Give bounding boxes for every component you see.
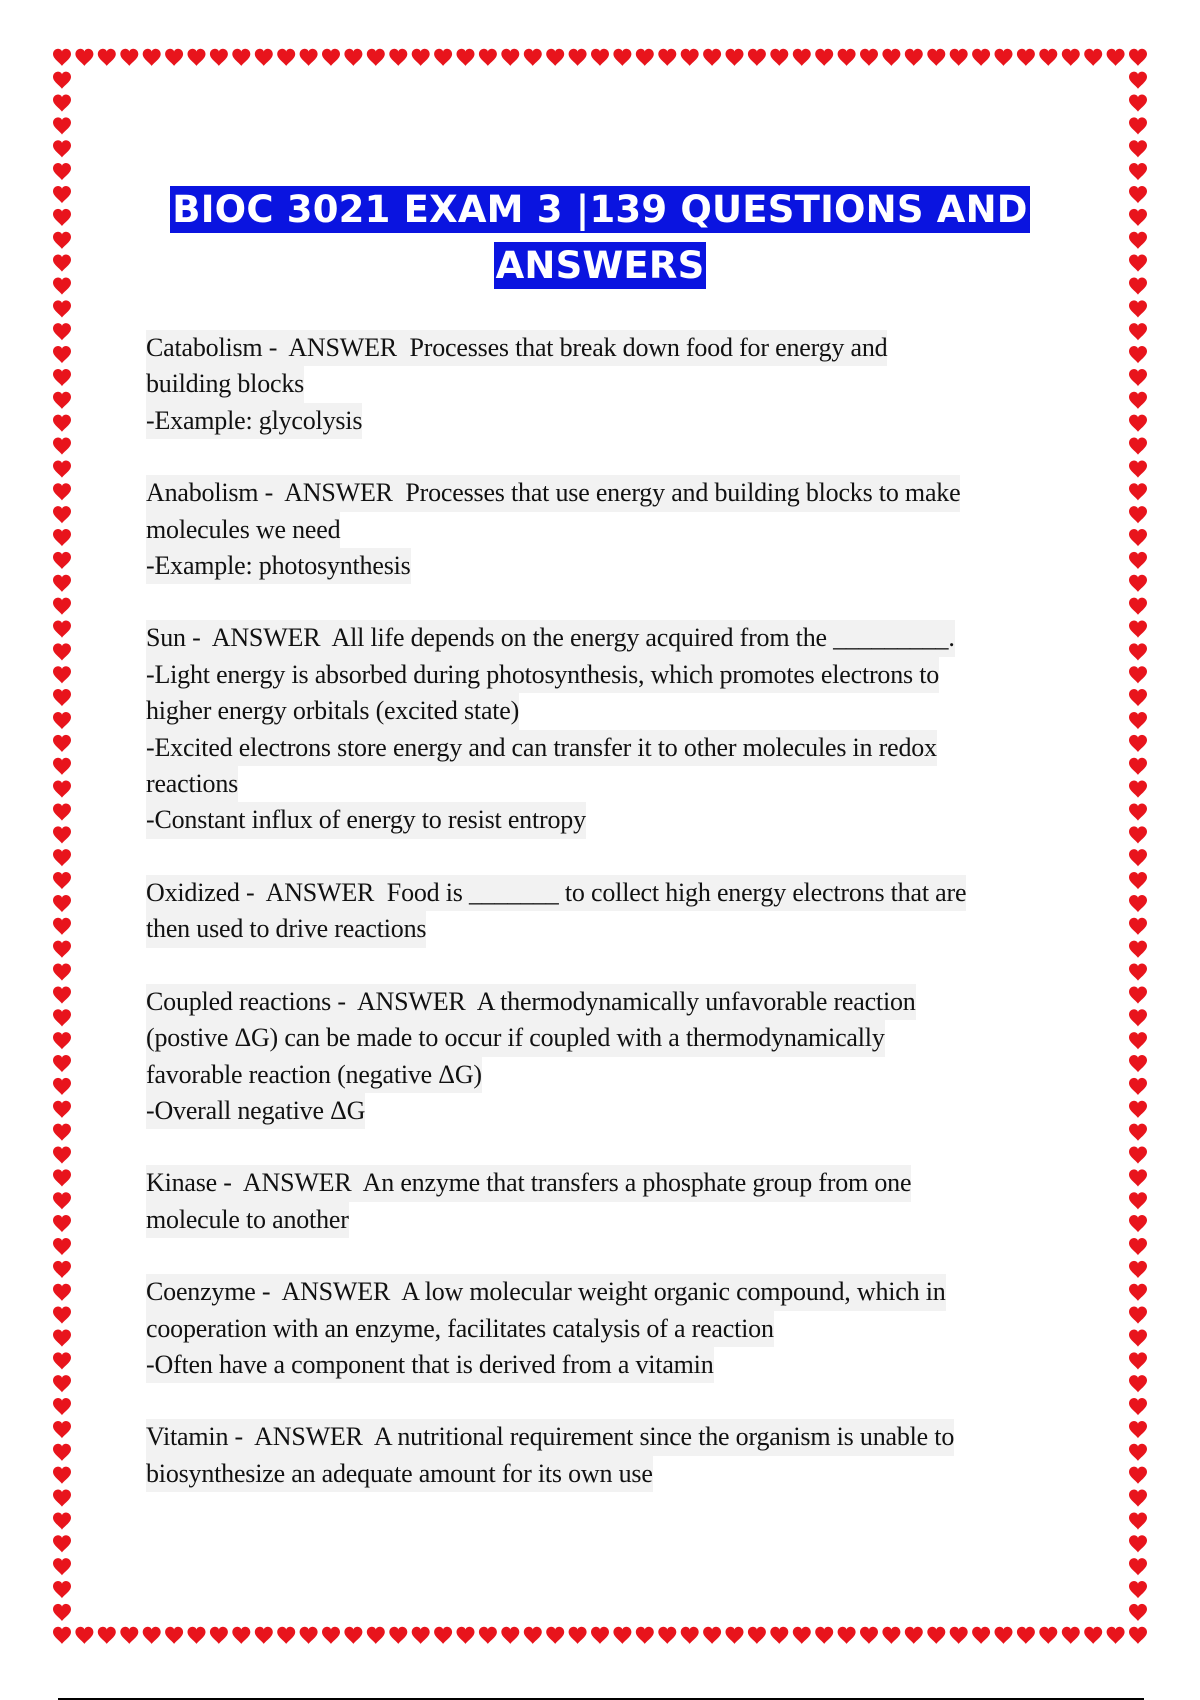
heart-icon (53, 1352, 71, 1369)
heart-icon (98, 49, 116, 66)
entry-line: (postive ΔG) can be made to occur if coupled with a thermodynamically (146, 1020, 885, 1056)
heart-icon (53, 872, 71, 889)
heart-icon (1129, 323, 1147, 340)
heart-icon (188, 49, 206, 66)
heart-icon (569, 49, 587, 66)
heart-icon (613, 1627, 631, 1644)
heart-icon (927, 1627, 945, 1644)
heart-icon (1129, 529, 1147, 546)
heart-icon (1129, 598, 1147, 615)
heart-icon (905, 49, 923, 66)
heart-icon (1129, 1101, 1147, 1118)
heart-icon (53, 438, 71, 455)
heart-icon (1129, 918, 1147, 935)
heart-icon (1129, 72, 1147, 89)
heart-icon (1129, 209, 1147, 226)
heart-icon (53, 1238, 71, 1255)
heart-icon (1129, 620, 1147, 637)
heart-icon (1129, 712, 1147, 729)
heart-icon (210, 49, 228, 66)
heart-icon (882, 1627, 900, 1644)
heart-icon (1129, 1009, 1147, 1026)
qa-entry-vitamin (146, 1419, 1066, 1492)
heart-icon (165, 1627, 183, 1644)
heart-icon (53, 1307, 71, 1324)
heart-icon (53, 1467, 71, 1484)
heart-icon (53, 1101, 71, 1118)
heart-icon (53, 392, 71, 409)
heart-icon (53, 918, 71, 935)
heart-icon (53, 1169, 71, 1186)
heart-icon (1129, 1490, 1147, 1507)
heart-icon (1129, 849, 1147, 866)
qa-entry-oxidized (146, 875, 1066, 948)
heart-icon (546, 1627, 564, 1644)
heart-icon (726, 1627, 744, 1644)
heart-icon (53, 689, 71, 706)
heart-icon (367, 49, 385, 66)
heart-icon (1129, 1375, 1147, 1392)
heart-icon (53, 758, 71, 775)
heart-icon (53, 346, 71, 363)
entry-line: Anabolism - ANSWER Processes that use energy and building blocks to make (146, 475, 960, 511)
heart-icon (255, 49, 273, 66)
heart-icon (703, 49, 721, 66)
heart-icon (53, 483, 71, 500)
title-line-1: BIOC 3021 EXAM 3 |139 QUESTIONS AND (172, 188, 1028, 231)
heart-icon (501, 1627, 519, 1644)
heart-icon (1129, 1444, 1147, 1461)
heart-icon (344, 1627, 362, 1644)
heart-icon (53, 49, 71, 66)
heart-icon (501, 49, 519, 66)
heart-icon (1129, 1352, 1147, 1369)
heart-icon (591, 49, 609, 66)
qa-entry-coupled-reactions (146, 984, 1066, 1130)
heart-icon (1129, 1604, 1147, 1621)
heart-icon (53, 1284, 71, 1301)
heart-icon (1129, 781, 1147, 798)
entry-line: -Light energy is absorbed during photosynthesis, which promotes electrons to (146, 657, 939, 693)
heart-icon (1129, 758, 1147, 775)
heart-icon (838, 1627, 856, 1644)
entry-line: -Example: glycolysis (146, 403, 362, 439)
heart-icon (53, 1032, 71, 1049)
heart-icon (681, 49, 699, 66)
title-line-2: ANSWERS (495, 244, 705, 287)
heart-icon (681, 1627, 699, 1644)
entry-line: -Often have a component that is derived from a vitamin (146, 1347, 714, 1383)
heart-icon (53, 506, 71, 523)
heart-icon (53, 117, 71, 134)
heart-icon (53, 232, 71, 249)
heart-icon (995, 49, 1013, 66)
heart-icon (53, 598, 71, 615)
heart-icon (143, 1627, 161, 1644)
heart-icon (53, 666, 71, 683)
entry-line: reactions (146, 766, 238, 802)
qa-entries (146, 330, 1066, 1528)
heart-icon (1129, 483, 1147, 500)
heart-icon (53, 1627, 71, 1644)
heart-icon (53, 781, 71, 798)
entry-line: -Overall negative ΔG (146, 1093, 365, 1129)
heart-icon (524, 1627, 542, 1644)
heart-icon (1084, 1627, 1102, 1644)
heart-icon (53, 369, 71, 386)
heart-icon (53, 1329, 71, 1346)
heart-icon (53, 1604, 71, 1621)
heart-icon (770, 49, 788, 66)
entry-line: Coupled reactions - ANSWER A thermodynamically unfavorable reaction (146, 984, 916, 1020)
qa-entry-coenzyme (146, 1274, 1066, 1383)
heart-icon (479, 49, 497, 66)
heart-icon (53, 1558, 71, 1575)
heart-icon (434, 1627, 452, 1644)
heart-icon (1129, 575, 1147, 592)
heart-icon (53, 895, 71, 912)
heart-icon (905, 1627, 923, 1644)
heart-icon (1129, 255, 1147, 272)
heart-icon (53, 460, 71, 477)
heart-icon (927, 49, 945, 66)
heart-icon (53, 941, 71, 958)
entry-line: molecules we need (146, 512, 340, 548)
heart-icon (636, 1627, 654, 1644)
heart-icon (703, 1627, 721, 1644)
heart-icon (277, 1627, 295, 1644)
heart-icon (188, 1627, 206, 1644)
heart-icon (1107, 49, 1125, 66)
entry-line: Oxidized - ANSWER Food is _______ to collect high energy electrons that are (146, 875, 966, 911)
heart-icon (457, 49, 475, 66)
heart-icon (1129, 1421, 1147, 1438)
heart-icon (75, 1627, 93, 1644)
heart-icon (300, 49, 318, 66)
heart-icon (53, 529, 71, 546)
heart-icon (1129, 1581, 1147, 1598)
heart-icon (1129, 1032, 1147, 1049)
heart-icon (1107, 1627, 1125, 1644)
entry-line: building blocks (146, 366, 304, 402)
heart-icon (815, 1627, 833, 1644)
heart-icon (1129, 300, 1147, 317)
heart-icon (1129, 1512, 1147, 1529)
heart-icon (1129, 895, 1147, 912)
heart-icon (658, 49, 676, 66)
heart-icon (389, 49, 407, 66)
heart-icon (53, 1512, 71, 1529)
heart-icon (143, 49, 161, 66)
heart-icon (53, 552, 71, 569)
heart-icon (1129, 277, 1147, 294)
heart-icon (658, 1627, 676, 1644)
heart-icon (344, 49, 362, 66)
entry-line: Catabolism - ANSWER Processes that break down food for energy and (146, 330, 887, 366)
heart-icon (53, 1535, 71, 1552)
entry-line: Coenzyme - ANSWER A low molecular weight organic compound, which in (146, 1274, 946, 1310)
heart-icon (1062, 49, 1080, 66)
heart-icon (793, 49, 811, 66)
heart-icon (434, 49, 452, 66)
heart-icon (770, 1627, 788, 1644)
heart-icon (546, 49, 564, 66)
heart-icon (1129, 803, 1147, 820)
heart-icon (748, 1627, 766, 1644)
heart-icon (53, 323, 71, 340)
heart-icon (1062, 1627, 1080, 1644)
heart-icon (569, 1627, 587, 1644)
heart-icon (1129, 1329, 1147, 1346)
heart-icon (53, 1078, 71, 1095)
heart-icon (591, 1627, 609, 1644)
heart-icon (1129, 1169, 1147, 1186)
heart-icon (367, 1627, 385, 1644)
heart-icon (1129, 735, 1147, 752)
heart-icon (1129, 460, 1147, 477)
heart-icon (120, 1627, 138, 1644)
heart-icon (53, 163, 71, 180)
entry-line: higher energy orbitals (excited state) (146, 693, 519, 729)
heart-icon (53, 186, 71, 203)
heart-icon (53, 803, 71, 820)
heart-icon (322, 1627, 340, 1644)
heart-icon (53, 277, 71, 294)
heart-icon (53, 1398, 71, 1415)
heart-icon (860, 49, 878, 66)
heart-icon (1129, 1558, 1147, 1575)
heart-icon (53, 1055, 71, 1072)
heart-icon (322, 49, 340, 66)
heart-icon (457, 1627, 475, 1644)
heart-icon (53, 1375, 71, 1392)
heart-icon (1129, 689, 1147, 706)
heart-icon (300, 1627, 318, 1644)
heart-icon (53, 1146, 71, 1163)
heart-icon (53, 826, 71, 843)
heart-icon (1129, 1284, 1147, 1301)
heart-icon (1084, 49, 1102, 66)
heart-icon (1017, 49, 1035, 66)
heart-icon (1129, 1627, 1147, 1644)
heart-icon (389, 1627, 407, 1644)
heart-icon (412, 1627, 430, 1644)
heart-icon (950, 49, 968, 66)
entry-line: -Example: photosynthesis (146, 548, 411, 584)
heart-icon (53, 255, 71, 272)
heart-icon (950, 1627, 968, 1644)
heart-icon (53, 620, 71, 637)
heart-icon (1129, 415, 1147, 432)
heart-icon (1039, 1627, 1057, 1644)
heart-icon (1129, 94, 1147, 111)
entry-line: biosynthesize an adequate amount for its own use (146, 1456, 653, 1492)
heart-icon (1129, 1398, 1147, 1415)
document-title (150, 182, 1050, 294)
heart-icon (1129, 964, 1147, 981)
heart-icon (53, 1444, 71, 1461)
heart-icon (1129, 49, 1147, 66)
qa-entry-catabolism (146, 330, 1066, 439)
heart-icon (1129, 826, 1147, 843)
heart-icon (1129, 1078, 1147, 1095)
heart-icon (165, 49, 183, 66)
heart-icon (53, 712, 71, 729)
heart-icon (1129, 1146, 1147, 1163)
heart-icon (53, 140, 71, 157)
qa-entry-kinase (146, 1165, 1066, 1238)
heart-icon (882, 49, 900, 66)
heart-icon (232, 49, 250, 66)
heart-icon (1129, 140, 1147, 157)
heart-icon (53, 300, 71, 317)
heart-icon (1129, 1535, 1147, 1552)
heart-icon (210, 1627, 228, 1644)
entry-line: -Constant influx of energy to resist entropy (146, 802, 586, 838)
heart-icon (53, 209, 71, 226)
entry-line: molecule to another (146, 1202, 349, 1238)
heart-icon (53, 1215, 71, 1232)
heart-icon (1129, 232, 1147, 249)
heart-icon (1129, 392, 1147, 409)
heart-icon (860, 1627, 878, 1644)
heart-icon (53, 1581, 71, 1598)
heart-icon (255, 1627, 273, 1644)
heart-icon (972, 1627, 990, 1644)
heart-icon (726, 49, 744, 66)
heart-icon (53, 575, 71, 592)
heart-icon (53, 1261, 71, 1278)
heart-icon (412, 49, 430, 66)
heart-icon (53, 735, 71, 752)
heart-icon (1017, 1627, 1035, 1644)
qa-entry-anabolism (146, 475, 1066, 584)
heart-icon (53, 1192, 71, 1209)
entry-line: -Excited electrons store energy and can transfer it to other molecules in redox (146, 730, 937, 766)
heart-icon (53, 986, 71, 1003)
heart-icon (53, 94, 71, 111)
entry-line: Kinase - ANSWER An enzyme that transfers a phosphate group from one (146, 1165, 911, 1201)
heart-icon (1129, 163, 1147, 180)
heart-icon (1129, 666, 1147, 683)
entry-line: favorable reaction (negative ΔG) (146, 1057, 482, 1093)
heart-icon (972, 49, 990, 66)
heart-icon (1129, 1055, 1147, 1072)
heart-icon (53, 849, 71, 866)
entry-line: Sun - ANSWER All life depends on the energy acquired from the _________. (146, 620, 955, 656)
heart-icon (120, 49, 138, 66)
heart-icon (479, 1627, 497, 1644)
entry-line: Vitamin - ANSWER A nutritional requirement since the organism is unable to (146, 1419, 954, 1455)
heart-icon (1129, 186, 1147, 203)
heart-icon (53, 643, 71, 660)
heart-icon (1129, 117, 1147, 134)
entry-line: cooperation with an enzyme, facilitates catalysis of a reaction (146, 1311, 774, 1347)
heart-icon (53, 1421, 71, 1438)
heart-icon (1129, 941, 1147, 958)
heart-icon (613, 49, 631, 66)
heart-icon (1129, 346, 1147, 363)
heart-icon (53, 72, 71, 89)
heart-icon (1129, 986, 1147, 1003)
heart-icon (995, 1627, 1013, 1644)
heart-icon (1129, 1192, 1147, 1209)
heart-icon (1129, 438, 1147, 455)
heart-icon (1129, 1124, 1147, 1141)
heart-icon (636, 49, 654, 66)
heart-icon (1129, 552, 1147, 569)
heart-icon (793, 1627, 811, 1644)
heart-icon (1039, 49, 1057, 66)
heart-icon (1129, 1261, 1147, 1278)
heart-icon (53, 415, 71, 432)
heart-icon (53, 1124, 71, 1141)
entry-line: then used to drive reactions (146, 911, 426, 947)
heart-icon (1129, 1238, 1147, 1255)
heart-icon (815, 49, 833, 66)
heart-icon (277, 49, 295, 66)
heart-icon (53, 1490, 71, 1507)
heart-icon (232, 1627, 250, 1644)
heart-icon (75, 49, 93, 66)
heart-icon (1129, 1215, 1147, 1232)
heart-icon (1129, 643, 1147, 660)
heart-icon (1129, 369, 1147, 386)
heart-icon (53, 964, 71, 981)
heart-icon (1129, 506, 1147, 523)
heart-icon (524, 49, 542, 66)
qa-entry-sun (146, 620, 1066, 838)
heart-icon (98, 1627, 116, 1644)
heart-icon (748, 49, 766, 66)
heart-icon (1129, 872, 1147, 889)
heart-icon (53, 1009, 71, 1026)
heart-icon (1129, 1307, 1147, 1324)
heart-icon (838, 49, 856, 66)
heart-icon (1129, 1467, 1147, 1484)
